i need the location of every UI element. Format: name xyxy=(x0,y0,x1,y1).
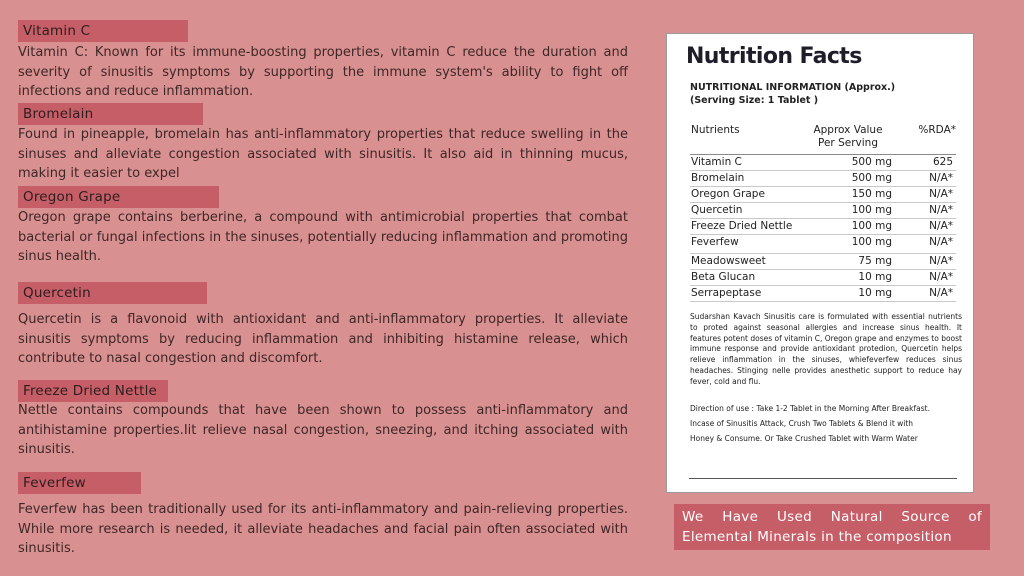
header-nutrients: Nutrients xyxy=(691,124,740,136)
panel-title: Nutrition Facts xyxy=(686,44,862,69)
text-quercetin: Quercetin is a flavonoid with antioxidant and anti-inflammatory properties. It alleviate sinusitis symptoms by reducing inflammation and inhibiting histamine release, which contribute to nasal congestion and discomfort. xyxy=(18,312,628,366)
header-approx-value xyxy=(788,124,908,150)
cell-value: 100 mg xyxy=(851,236,892,248)
table-row xyxy=(690,286,956,302)
table-row xyxy=(690,187,956,203)
text-freeze-dried-nettle: Nettle contains compounds that have been shown to possess anti-inflammatory and antihistamine properties.Iit relieve nasal congestion, sneezing, and itching associated with sinusitis. xyxy=(18,403,628,457)
cell-nutrient: Quercetin xyxy=(691,204,743,216)
direction-line-2: Incase of Sinusitis Attack, Crush Two Tablets & Blend it with xyxy=(690,419,914,428)
panel-divider xyxy=(689,478,957,479)
cell-value: 10 mg xyxy=(858,271,892,283)
heading-freeze-dried-nettle: Freeze Dried Nettle xyxy=(18,380,168,402)
direction-line-3: Honey & Consume. Or Take Crushed Tablet with Warm Water xyxy=(690,434,918,443)
cell-nutrient: Serrapeptase xyxy=(691,287,762,299)
heading-quercetin: Quercetin xyxy=(18,282,207,304)
cell-value: 150 mg xyxy=(851,188,892,200)
heading-bromelain: Bromelain xyxy=(18,103,203,125)
cell-value: 10 mg xyxy=(858,287,892,299)
text-feverfew: Feverfew has been traditionally used for its anti-inflammatory and pain-relieving properties. While more research is needed, it alleviate headaches and facial pain often associated with sinusitis. xyxy=(18,502,628,556)
table-header xyxy=(690,122,956,155)
table-row xyxy=(690,203,956,219)
info-line-2: (Serving Size: 1 Tablet ) xyxy=(690,95,819,106)
cell-nutrient: Bromelain xyxy=(691,172,745,184)
cell-rda: N/A* xyxy=(929,271,953,283)
cell-nutrient: Feverfew xyxy=(691,236,739,248)
heading-oregon-grape: Oregon Grape xyxy=(18,186,219,208)
cell-rda: N/A* xyxy=(929,188,953,200)
table-row xyxy=(690,235,956,254)
header-approx-value-line-2: Per Serving xyxy=(818,137,878,149)
cell-nutrient: Oregon Grape xyxy=(691,188,765,200)
table-body xyxy=(690,155,956,302)
nutrition-table xyxy=(690,122,956,302)
cell-rda: N/A* xyxy=(929,172,953,184)
cell-rda: 625 xyxy=(932,156,953,168)
cell-rda: N/A* xyxy=(929,255,953,267)
table-row xyxy=(690,270,956,286)
table-row xyxy=(690,171,956,187)
cell-value: 100 mg xyxy=(851,220,892,232)
header-rda: %RDA* xyxy=(918,124,956,136)
text-bromelain: Found in pineapple, bromelain has anti-inflammatory properties that reduce swelling in the sinuses and alleviate congestion associated with sinusitis. It also aid in thinning mucus, making it easier to expel xyxy=(18,127,628,181)
cell-rda: N/A* xyxy=(929,236,953,248)
cell-value: 500 mg xyxy=(851,156,892,168)
cell-value: 75 mg xyxy=(858,255,892,267)
cell-value: 500 mg xyxy=(851,172,892,184)
cell-rda: N/A* xyxy=(929,220,953,232)
cell-rda: N/A* xyxy=(929,204,953,216)
info-line-1: NUTRITIONAL INFORMATION (Approx.) xyxy=(690,82,896,93)
product-description: Sudarshan Kavach Sinusitis care is formulated with essential nutrients to proted against seasonal allergies and increase sinus health. It features potent doses of vitamin C, Oregon grape and enzymes to boost immune response and provide antioxidant protedion, Quercetin helps relieve inflammation in the sinuses, whiefeverfew reduces sinus headaches. Stinging nelle provides anesthetic support to reduce hay fever, cold and flu. xyxy=(690,312,962,386)
natural-source-note: We Have Used Natural Source of Elemental Minerals in the composition xyxy=(674,504,990,550)
direction-line-1: Direction of use : Take 1-2 Tablet in the Morning After Breakfast. xyxy=(690,404,930,413)
cell-nutrient: Meadowsweet xyxy=(691,255,766,267)
cell-nutrient: Freeze Dried Nettle xyxy=(691,220,793,232)
cell-nutrient: Beta Glucan xyxy=(691,271,756,283)
text-vitamin-c: Vitamin C: Known for its immune-boosting properties, vitamin C reduce the duration and severity of sinusitis symptoms by supporting the immune system's ability to fight off infections and reduce inflammation. xyxy=(18,45,628,99)
table-row xyxy=(690,155,956,171)
heading-feverfew: Feverfew xyxy=(18,472,141,494)
text-oregon-grape: Oregon grape contains berberine, a compound with antimicrobial properties that combat bacterial or fungal infections in the sinuses, potentially reducing inflammation and promoting sinus health. xyxy=(18,210,628,264)
table-row xyxy=(690,219,956,235)
cell-nutrient: Vitamin C xyxy=(691,156,742,168)
cell-value: 100 mg xyxy=(851,204,892,216)
nutrition-facts-panel xyxy=(666,33,974,493)
table-row xyxy=(690,254,956,270)
header-approx-value-line-1: Approx Value xyxy=(813,124,883,136)
cell-rda: N/A* xyxy=(929,287,953,299)
heading-vitamin-c: Vitamin C xyxy=(18,20,188,42)
